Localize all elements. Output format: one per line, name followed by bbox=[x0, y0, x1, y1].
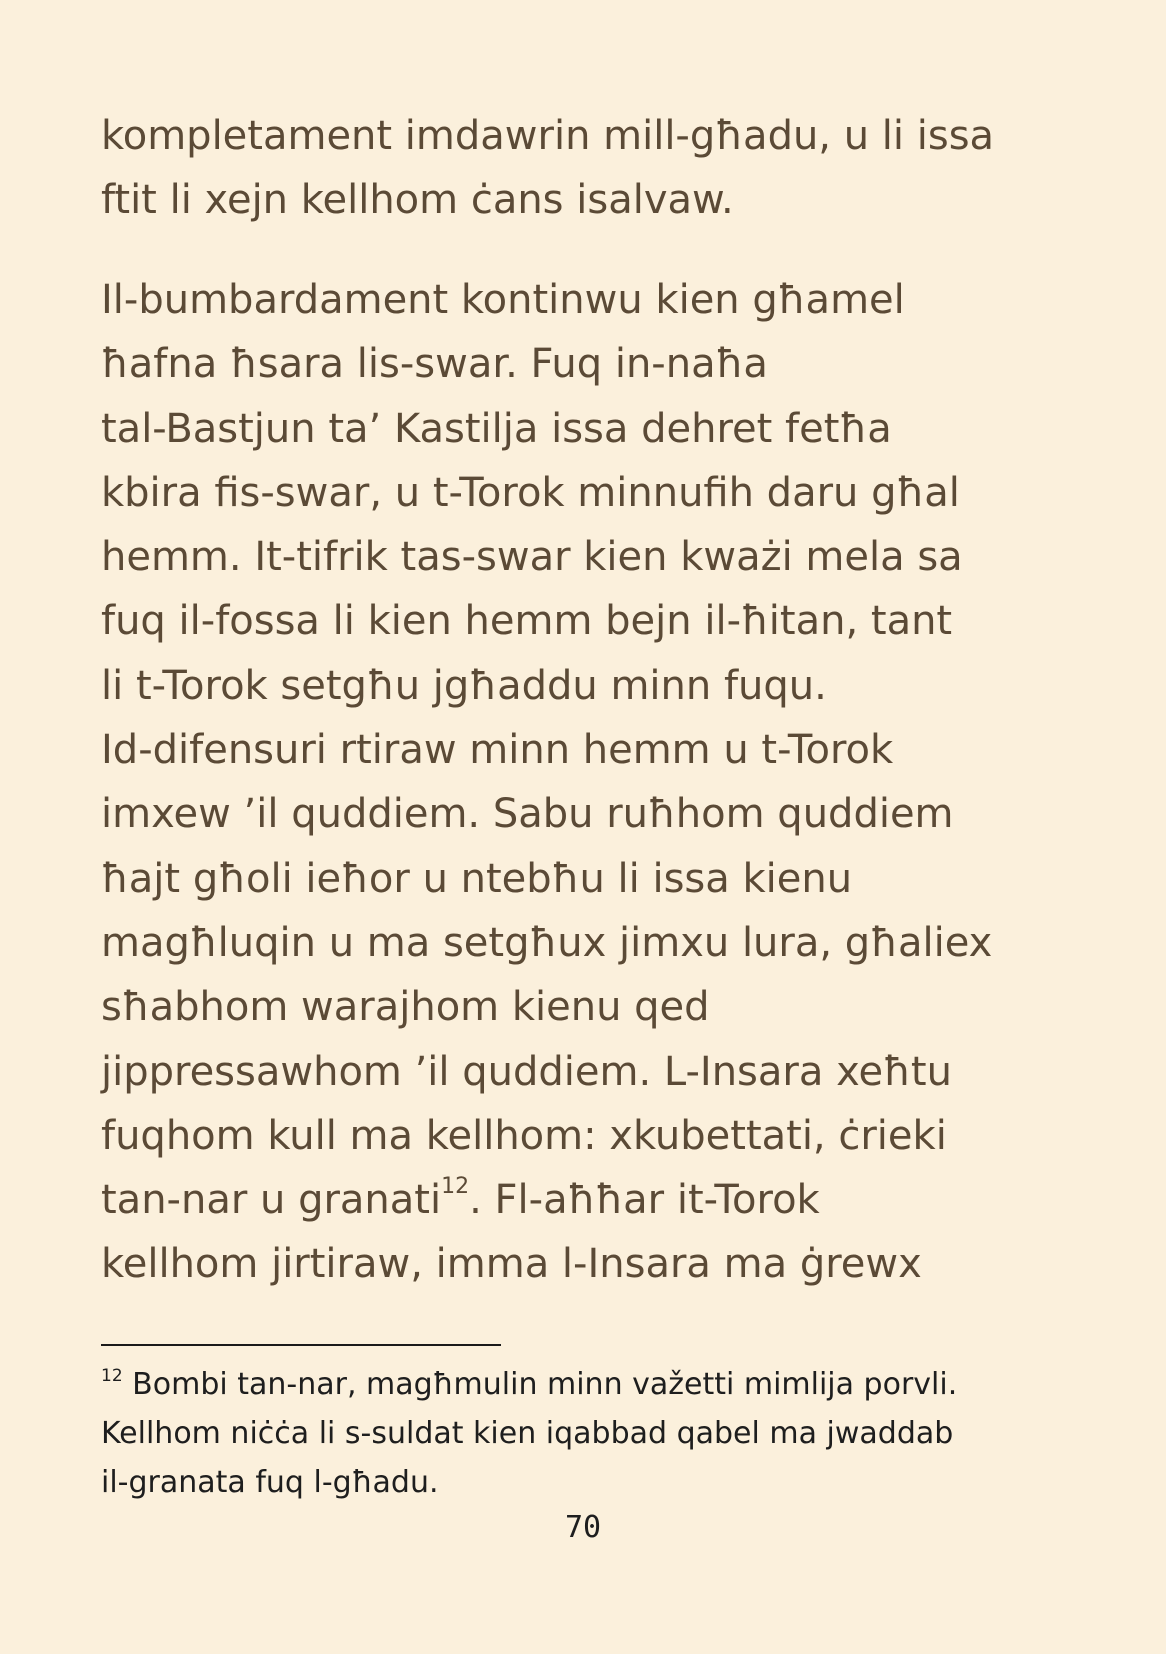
text-line: kellhom jirtiraw, imma l-Insara ma ġrewx bbox=[101, 1241, 922, 1288]
text-line: ħafna ħsara lis-swar. Fuq in-naħa bbox=[101, 341, 768, 388]
text-fragment: . Fl-aħħar it-Torok bbox=[469, 1177, 820, 1224]
text-line-with-footnote-ref bbox=[101, 1168, 1091, 1232]
text-line: imxew ’il quddiem. Sabu ruħhom quddiem bbox=[101, 791, 954, 838]
text-line: sħabhom warajhom kienu qed bbox=[101, 984, 710, 1031]
page-number: 70 bbox=[564, 1510, 602, 1545]
footnote-text: Bombi tan-nar, magħmulin minn važetti mimlija porvli. bbox=[122, 1367, 958, 1402]
text-line: Id-difensuri rtiraw minn hemm u t-Torok bbox=[101, 727, 894, 774]
text-line: jippressawhom ’il quddiem. L-Insara xeħtu bbox=[101, 1048, 952, 1095]
paragraph-2 bbox=[101, 268, 1091, 1297]
text-line: kompletament imdawrin mill-għadu, u li issa bbox=[101, 113, 995, 159]
footnote-reference[interactable]: 12 bbox=[441, 1174, 470, 1200]
text-line: Il-bumbardament kontinwu kien għamel bbox=[101, 277, 905, 323]
text-line: hemm. It-tifrik tas-swar kien kważi mela sa bbox=[101, 534, 963, 581]
text-line: tal-Bastjun ta’ Kastilja issa dehret fetħa bbox=[101, 405, 892, 452]
footnote bbox=[101, 1360, 1091, 1507]
footnote-divider bbox=[101, 1344, 501, 1346]
text-line: ħajt għoli ieħor u ntebħu li issa kienu bbox=[101, 855, 853, 902]
text-line: fuq il-fossa li kien hemm bejn il-ħitan, tant bbox=[101, 598, 953, 645]
footnote-line bbox=[101, 1360, 1091, 1409]
text-line: kbira fis-swar, u t-Torok minnufih daru għal bbox=[101, 469, 960, 516]
footnote-number: 12 bbox=[101, 1366, 123, 1386]
text-line: li t-Torok setgħu jgħaddu minn fuqu. bbox=[101, 662, 827, 709]
text-line: fuqhom kull ma kellhom: xkubettati, ċrieki bbox=[101, 1112, 947, 1159]
text-fragment: tan-nar u granati bbox=[101, 1177, 442, 1224]
footnote-line: il-granata fuq l-għadu. bbox=[101, 1465, 439, 1500]
paragraph-1 bbox=[101, 104, 1091, 233]
text-line: magħluqin u ma setgħux jimxu lura, għaliex bbox=[101, 919, 993, 966]
footnote-line: Kellhom niċċa li s-suldat kien iqabbad qabel ma jwaddab bbox=[101, 1416, 954, 1451]
text-line: ftit li xejn kellhom ċans isalvaw. bbox=[101, 177, 734, 224]
